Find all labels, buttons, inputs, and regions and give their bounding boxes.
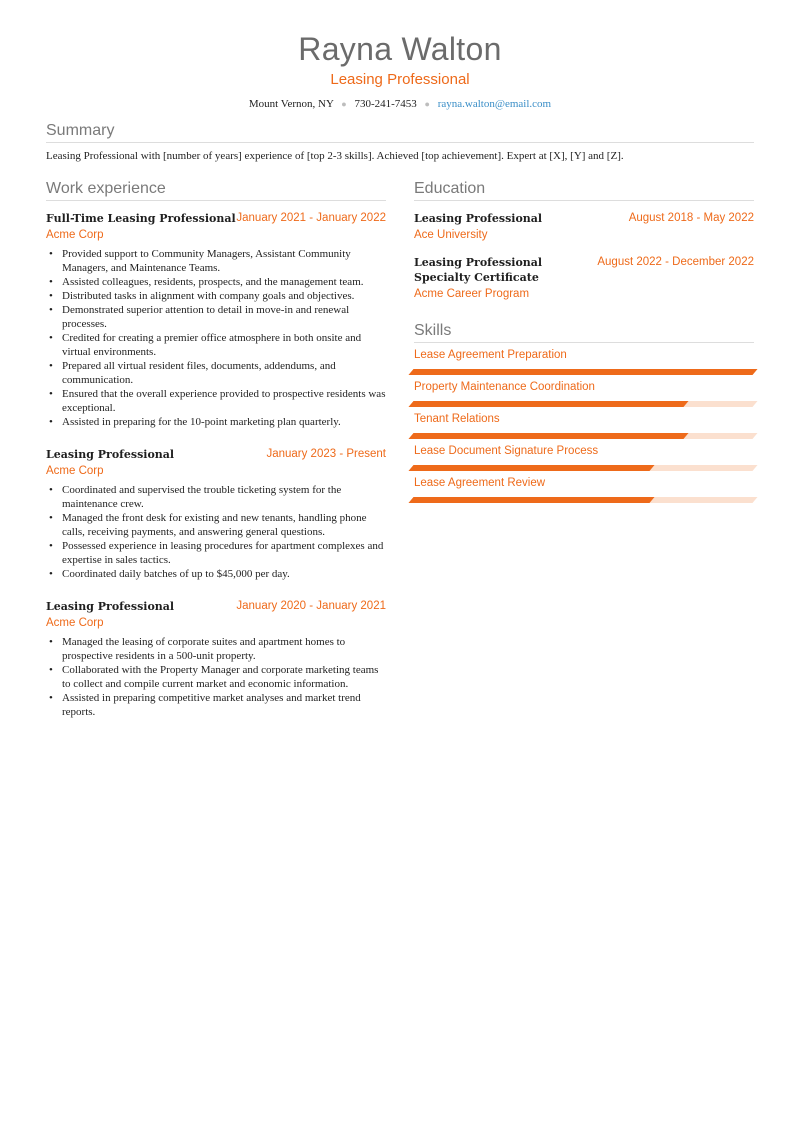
right-column [414, 180, 754, 503]
skill-item [414, 412, 754, 439]
work-entry [46, 211, 386, 429]
degree-title: Leasing Professional [414, 212, 543, 225]
summary-title: Summary [46, 122, 754, 143]
contact-line [0, 97, 800, 111]
separator-dot-icon: ● [341, 99, 347, 109]
job-company: Acme Corp [46, 229, 104, 241]
job-bullet: • Assisted in preparing competitive market analyses and market trend reports. [46, 691, 386, 719]
job-bullet: • Credited for creating a premier office atmosphere in both onsite and virtual environments. [46, 331, 386, 359]
education-entry [414, 211, 754, 243]
skill-level-fill [408, 465, 654, 471]
job-dates: January 2023 - Present [266, 448, 386, 460]
job-bullet: • Coordinated and supervised the trouble ticketing system for the maintenance crew. [46, 483, 386, 511]
education-institution: Ace University [414, 229, 488, 241]
job-dates: January 2021 - January 2022 [236, 212, 386, 224]
skill-name: Property Maintenance Coordination [414, 381, 595, 393]
job-bullets [46, 247, 386, 429]
skill-level-fill [408, 369, 757, 375]
skills-section [414, 322, 754, 503]
skill-item [414, 348, 754, 375]
work-experience-section [46, 180, 386, 719]
job-company: Acme Corp [46, 465, 104, 477]
skill-level-bar [408, 401, 757, 407]
contact-email-link[interactable]: rayna.walton@email.com [437, 98, 552, 110]
education-dates: August 2018 - May 2022 [628, 212, 754, 224]
education-title: Education [414, 180, 754, 201]
skill-level-bar [408, 369, 757, 375]
work-entry [46, 447, 386, 581]
work-experience-title: Work experience [46, 180, 386, 201]
job-bullet: • Collaborated with the Property Manager and corporate marketing teams to collect and compile current market and economic information. [46, 663, 386, 691]
job-bullet: • Demonstrated superior attention to detail in move-in and renewal processes. [46, 303, 386, 331]
education-institution: Acme Career Program [414, 288, 530, 300]
job-bullet: • Ensured that the overall experience provided to prospective residents was exceptional. [46, 387, 386, 415]
job-bullet: • Provided support to Community Managers, Assistant Community Managers, and Maintenance Teams. [46, 247, 386, 275]
job-title: Leasing Professional [46, 448, 175, 461]
job-dates: January 2020 - January 2021 [236, 600, 386, 612]
job-bullet: • Managed the front desk for existing and new tenants, handling phone calls, receiving payments, and answering general questions. [46, 511, 386, 539]
candidate-headline: Leasing Professional [330, 71, 470, 88]
job-bullet: • Managed the leasing of corporate suites and apartment homes to prospective residents in a 500-unit property. [46, 635, 386, 663]
skill-item [414, 476, 754, 503]
education-entry [414, 255, 754, 302]
skill-name: Lease Agreement Review [414, 477, 546, 489]
job-title: Full-Time Leasing Professional [46, 212, 236, 225]
job-title: Leasing Professional [46, 600, 175, 613]
skill-item [414, 380, 754, 407]
skill-level-bar [408, 497, 757, 503]
resume-header [0, 0, 800, 111]
job-bullet: • Coordinated daily batches of up to $45,000 per day. [46, 567, 386, 581]
job-bullet: • Distributed tasks in alignment with company goals and objectives. [46, 289, 386, 303]
skill-level-fill [408, 497, 654, 503]
contact-phone: 730-241-7453 [354, 98, 417, 110]
candidate-name: Rayna Walton [298, 31, 502, 67]
job-company: Acme Corp [46, 617, 104, 629]
summary-section [46, 122, 754, 163]
separator-dot-icon: ● [424, 99, 430, 109]
skill-level-fill [408, 433, 688, 439]
skill-level-bar [408, 465, 757, 471]
education-dates: August 2022 - December 2022 [597, 256, 754, 268]
skill-level-fill [408, 401, 688, 407]
job-bullet: • Prepared all virtual resident files, documents, addendums, and communication. [46, 359, 386, 387]
job-bullet: • Assisted colleagues, residents, prospects, and the management team. [46, 275, 386, 289]
skill-name: Lease Document Signature Process [414, 445, 599, 457]
job-bullet: • Assisted in preparing for the 10-point marketing plan quarterly. [46, 415, 386, 429]
education-section [414, 180, 754, 302]
summary-text: Leasing Professional with [number of years] experience of [top 2-3 skills]. Achieved [top achievement]. Expert at [X], [Y] and [Z]. [46, 150, 624, 162]
job-bullet: • Possessed experience in leasing procedures for apartment complexes and expertise in sales tactics. [46, 539, 386, 567]
degree-title: Leasing Professional Specialty Certificate [414, 256, 543, 284]
skill-name: Tenant Relations [414, 413, 500, 425]
job-bullets [46, 483, 386, 581]
skills-title: Skills [414, 322, 754, 343]
skill-level-bar [408, 433, 757, 439]
contact-location: Mount Vernon, NY [248, 98, 334, 110]
skill-name: Lease Agreement Preparation [414, 349, 567, 361]
work-entry [46, 599, 386, 719]
job-bullets [46, 635, 386, 719]
skill-item [414, 444, 754, 471]
